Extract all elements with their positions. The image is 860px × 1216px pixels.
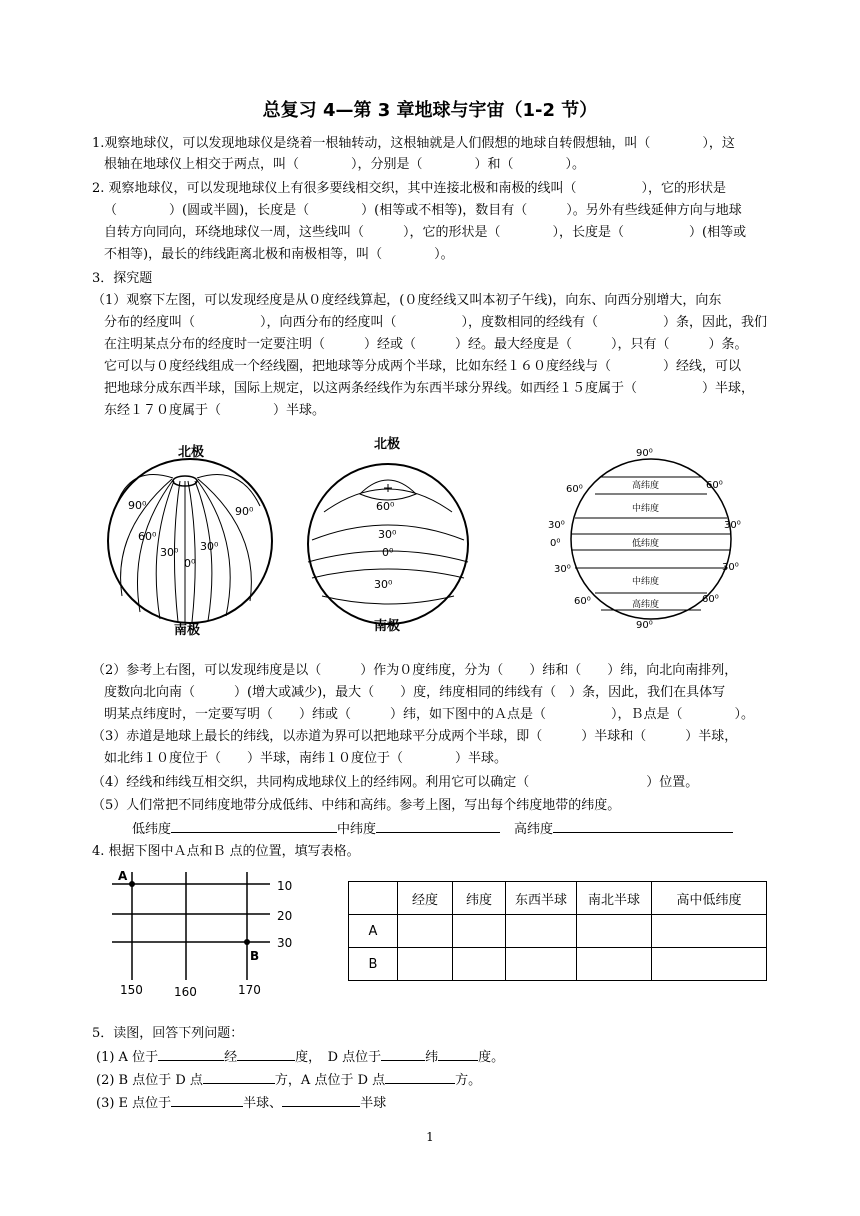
q4-prompt: 4. 根据下图中Ａ点和Ｂ 点的位置，填写表格。 <box>92 844 360 859</box>
q3-2-line-1: （2）参考上右图，可以发现纬度是以（ ）作为０度纬度，分为（ ）纬和（ ）纬，向北向南排列， <box>92 663 738 678</box>
q5-3-blank[interactable] <box>171 1094 243 1107</box>
mid-latitude-label: 中纬度 <box>337 822 377 837</box>
q3-3-line-2: 如北纬１０度位于（ ）半球，南纬１０度位于（ ）半球。 <box>104 751 508 766</box>
q3-1-line-1: （1）观察下左图，可以发现经度是从０度经线算起，(０度经线又叫本初子午线)，向东、向西分别增大，向东 <box>92 293 722 308</box>
q5-1-text: 度。 <box>478 1050 505 1065</box>
coordinate-grid <box>100 864 310 1000</box>
point-b-marker <box>244 939 250 945</box>
q5-1-text: 纬 <box>425 1050 439 1065</box>
table-row <box>349 915 767 948</box>
mid-latitude-blank[interactable] <box>376 820 500 833</box>
globe2-south-label: 南极 <box>374 619 401 634</box>
globe2-label: 60⁰ <box>376 500 395 513</box>
q3-1-line-3: 在注明某点分布的经度时一定要注明（ ）经或（ ）经。最大经度是（ ），只有（ ）条。 <box>104 337 748 352</box>
globe1-label: 60⁰ <box>138 530 157 543</box>
q5-heading: 5．读图，回答下列问题： <box>92 1026 244 1041</box>
table-answer-cell[interactable] <box>453 915 506 948</box>
q1-line-2: 根轴在地球仪上相交于两点，叫（ ），分别是（ ）和（ ）。 <box>104 157 586 172</box>
latitude-zone-globe <box>540 440 760 636</box>
q3-2-line-3: 明某点纬度时，一定要写明（ ）纬或（ ）纬，如下图中的Ａ点是（ ），Ｂ点是（ ）。 <box>104 707 755 722</box>
globe2-label: 30⁰ <box>378 528 397 541</box>
table-row-label: A <box>349 915 398 948</box>
q2-line-3: 自转方向同向，环绕地球仪一周，这些线叫（ ），它的形状是（ ），长度是（ ）(相等或 <box>104 225 747 240</box>
q5-2-blank[interactable] <box>203 1071 275 1084</box>
globe1-label: 0⁰ <box>184 557 196 570</box>
globe1-north-label: 北极 <box>178 445 205 460</box>
table-answer-cell[interactable] <box>506 915 577 948</box>
globe3-left-label: 30⁰ <box>548 520 565 531</box>
q5-1-blank[interactable] <box>237 1048 295 1061</box>
globe1-label: 30⁰ <box>160 546 179 559</box>
globe3-left-label: 0⁰ <box>550 538 561 549</box>
globe2-north-label: 北极 <box>374 437 401 452</box>
globe3-right-label: 30⁰ <box>722 562 739 573</box>
point-a-marker <box>129 881 135 887</box>
table-answer-cell[interactable] <box>506 948 577 981</box>
q3-1-line-5: 把地球分成东西半球，国际上规定，以这两条经线作为东西半球分界线。如西经１５度属于（ ）半球， <box>104 381 755 396</box>
page-number: 1 <box>426 1130 434 1144</box>
globe3-right-label: 30⁰ <box>724 520 741 531</box>
q3-1-line-6: 东经１７０度属于（ ）半球。 <box>104 403 326 418</box>
lat-label: 30 <box>277 936 293 950</box>
q1-line-1: 1.观察地球仪，可以发现地球仪是绕着一根轴转动，这根轴就是人们假想的地球自转假想轴，叫（ ），这 <box>92 136 735 151</box>
q2-line-1: 2. 观察地球仪，可以发现地球仪上有很多要线相交织，其中连接北极和南极的线叫（ ），它的形状是 <box>92 181 727 196</box>
low-latitude-blank[interactable] <box>171 820 337 833</box>
low-latitude-label: 低纬度 <box>132 822 172 837</box>
table-answer-cell[interactable] <box>577 915 652 948</box>
q3-1-line-2: 分布的经度叫（ ），向西分布的经度叫（ ），度数相同的经线有（ ）条，因此，我们 <box>104 315 768 330</box>
table-answer-cell[interactable] <box>652 915 767 948</box>
zone-label: 高纬度 <box>632 481 660 491</box>
globe1-south-label: 南极 <box>174 623 201 636</box>
q5-2-text: 方。 <box>455 1073 482 1088</box>
lat-label: 20 <box>277 909 293 923</box>
q5-3-text: (3) E 点位于 <box>96 1096 172 1111</box>
q5-line-2 <box>96 1071 481 1090</box>
lon-label: 150 <box>120 983 143 997</box>
q5-1-text: (1) A 位于 <box>96 1050 159 1065</box>
high-latitude-blank[interactable] <box>553 820 733 833</box>
q5-line-3 <box>96 1094 386 1113</box>
q3-1-line-4: 它可以与０度经线组成一个经线圈，把地球等分成两个半球，比如东经１６０度经线与（ ）经线，可以 <box>104 359 742 374</box>
latitude-zone-fill-line <box>132 820 733 839</box>
lon-label: 170 <box>238 983 261 997</box>
q5-3-text: 半球 <box>360 1096 387 1111</box>
globe2-label: 30⁰ <box>374 578 393 591</box>
q3-5-line: （5）人们常把不同纬度地带分成低纬、中纬和高纬。参考上图，写出每个纬度地带的纬度。 <box>92 798 621 813</box>
table-header-cell: 经度 <box>398 882 453 915</box>
q3-3-line-1: （3）赤道是地球上最长的纬线，以赤道为界可以把地球平分成两个半球，即（ ）半球和（ ）半球， <box>92 729 738 744</box>
q5-2-text: 方，A 点位于 D 点 <box>274 1073 386 1088</box>
lon-label: 160 <box>174 985 197 999</box>
table-header-cell: 东西半球 <box>506 882 577 915</box>
table-answer-cell[interactable] <box>652 948 767 981</box>
table-answer-cell[interactable] <box>453 948 506 981</box>
zone-label: 中纬度 <box>632 504 660 514</box>
globe3-bottom-label: 90⁰ <box>636 620 653 631</box>
point-b-label: B <box>250 949 260 963</box>
globe3-left-label: 60⁰ <box>566 484 583 495</box>
zone-label: 低纬度 <box>632 539 660 549</box>
q5-1-blank[interactable] <box>381 1048 425 1061</box>
table-header-cell <box>349 882 398 915</box>
q2-line-4: 不相等)，最长的纬线距离北极和南极相等，叫（ ）。 <box>104 247 454 262</box>
globe3-left-label: 30⁰ <box>554 564 571 575</box>
table-answer-cell[interactable] <box>577 948 652 981</box>
q5-3-blank[interactable] <box>282 1094 360 1107</box>
table-answer-cell[interactable] <box>398 948 453 981</box>
q5-1-text: 经 <box>224 1050 238 1065</box>
globe3-right-label: 60⁰ <box>706 480 723 491</box>
q3-2-line-2: 度数向北向南（ ）(增大或减少)，最大（ ）度，纬度相同的纬线有（ ）条，因此，我们在具体写 <box>104 685 726 700</box>
q5-2-blank[interactable] <box>385 1071 455 1084</box>
q2-line-2: （ ）(圆或半圆)，长度是（ ）(相等或不相等)，数目有（ ）。另外有些线延伸方向与地球 <box>104 203 742 218</box>
table-row <box>349 948 767 981</box>
table-header-cell: 南北半球 <box>577 882 652 915</box>
globe3-right-label: 60⁰ <box>702 594 719 605</box>
point-a-label: A <box>118 869 128 883</box>
table-header-cell: 高中低纬度 <box>652 882 767 915</box>
q3-heading: 3．探究题 <box>92 271 153 286</box>
answer-table <box>348 881 767 981</box>
globe2-label: 0⁰ <box>382 546 394 559</box>
table-header-cell: 纬度 <box>453 882 506 915</box>
table-header-row <box>349 882 767 915</box>
lat-label: 10 <box>277 879 293 893</box>
q5-1-blank[interactable] <box>438 1048 478 1061</box>
q5-line-1 <box>96 1048 504 1067</box>
q5-3-text: 半球、 <box>243 1096 283 1111</box>
globe3-top-label: 90⁰ <box>636 448 653 459</box>
page-title: 总复习 4—第 3 章地球与宇宙（1-2 节） <box>262 100 598 121</box>
table-row-label: B <box>349 948 398 981</box>
globe3-left-label: 60⁰ <box>574 596 591 607</box>
high-latitude-label: 高纬度 <box>514 822 554 837</box>
zone-label: 高纬度 <box>632 600 660 610</box>
globe1-label: 30⁰ <box>200 540 219 553</box>
globe1-label: 90⁰ <box>128 499 147 512</box>
q5-1-text: 度， D 点位于 <box>295 1050 382 1065</box>
meridian-globe <box>100 436 290 636</box>
zone-label: 中纬度 <box>632 577 660 587</box>
parallel-globe <box>298 436 478 636</box>
q5-2-text: (2) B 点位于 D 点 <box>96 1073 203 1088</box>
globe1-label: 90⁰ <box>235 505 254 518</box>
q5-1-blank[interactable] <box>158 1048 224 1061</box>
table-answer-cell[interactable] <box>398 915 453 948</box>
q3-4-line: （4）经线和纬线互相交织，共同构成地球仪上的经纬网。利用它可以确定（ ）位置。 <box>92 775 699 790</box>
